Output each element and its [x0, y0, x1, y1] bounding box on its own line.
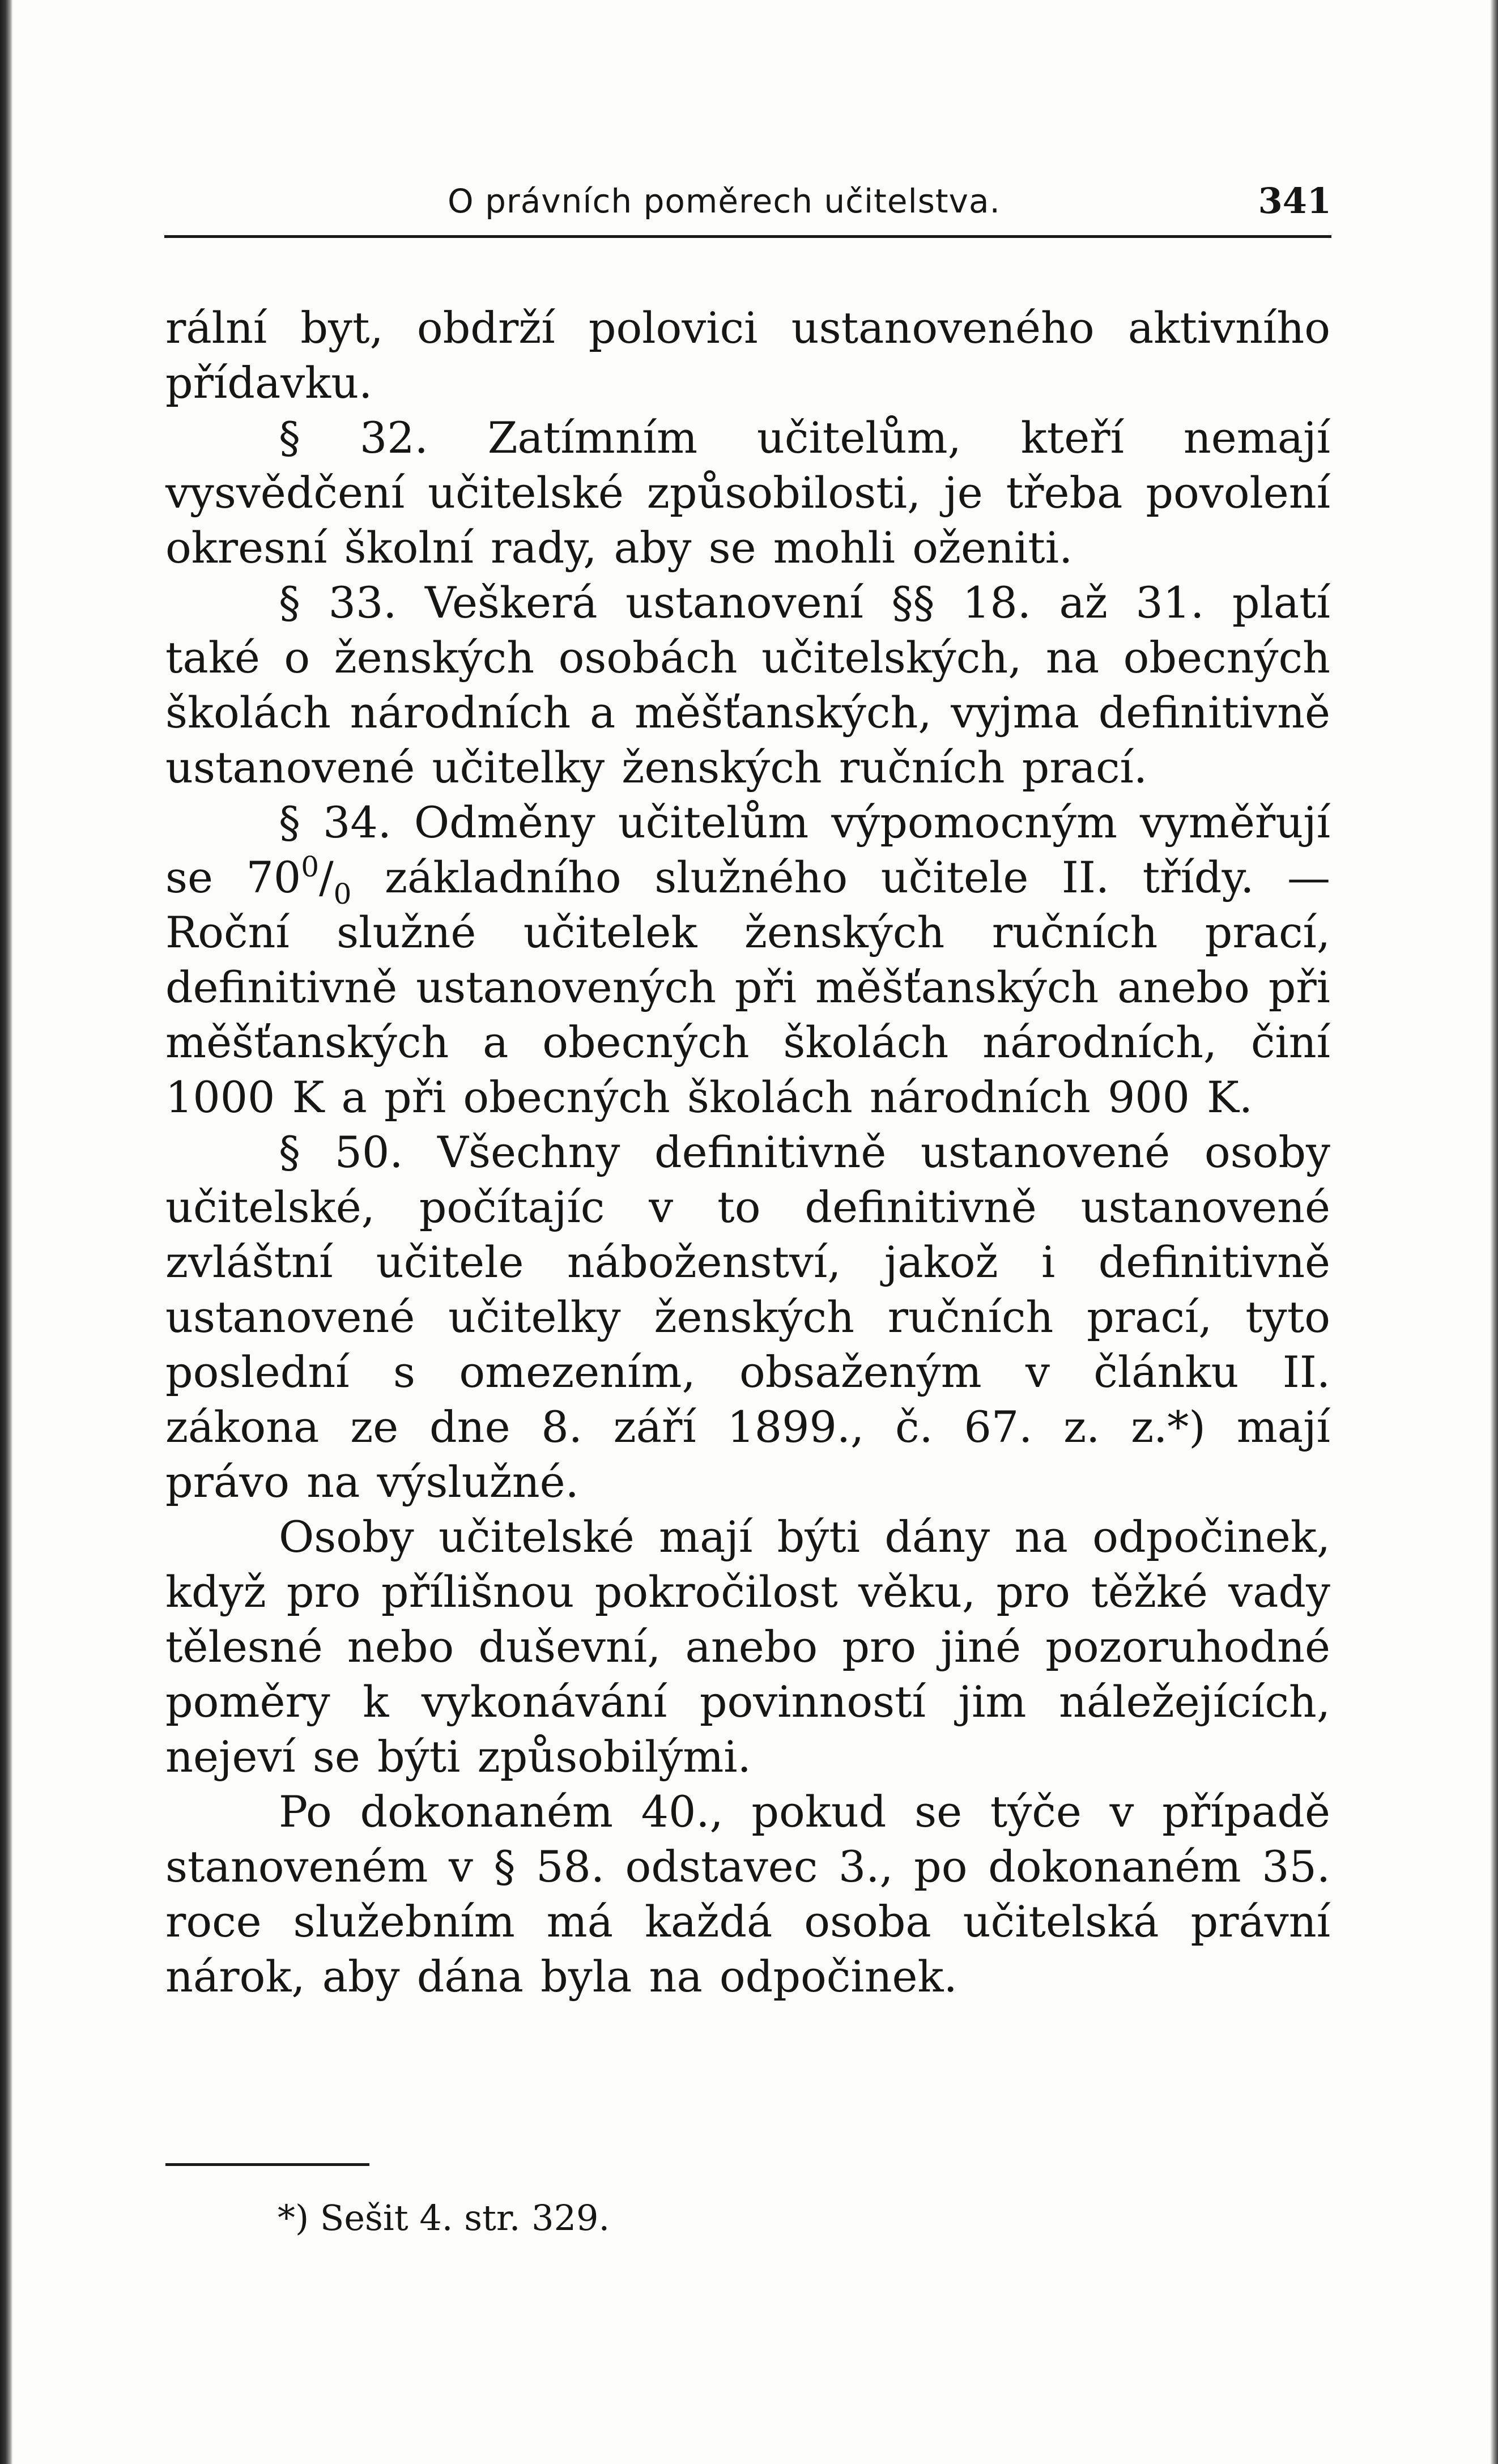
paragraph-section-34 — [165, 795, 1330, 1125]
header-rule — [164, 235, 1331, 238]
paragraph-continuation: rální byt, obdrží polovici ustanoveného aktivního přídavku. — [165, 303, 1330, 408]
page-edge — [1490, 0, 1498, 2464]
footnote: *) Sešit 4. str. 329. — [278, 2197, 610, 2239]
paragraph-section-32: § 32. Zatímním učitelům, kteří nemají vysvědčení učitelské způsobilosti, je třeba povolení okresní školní rady, aby se mohli oženiti. — [165, 412, 1330, 573]
percent-sign-superscript: 0 — [301, 850, 320, 883]
paragraph-retirement-conditions: Osoby učitelské mají býti dány na odpočinek, když pro přílišnou pokročilost věku, pro těžké vady tělesné nebo duševní, anebo pro jiné pozoruhodné poměry k vykonávání povinností jim náležejících, nejeví se býti způsobilými. — [165, 1512, 1330, 1782]
percent-sign-slash: / — [319, 852, 334, 903]
section-34-text-end: základního služného učitele II. třídy. — Roční služné učitelek ženských ručních prací, definitivně ustanovených při měšťanských anebo při měšťanských a obecných školách národních, činí 1000 K a při obecných školách národních 900 K. — [165, 852, 1331, 1122]
paragraph-section-50: § 50. Všechny definitivně ustanovené osoby učitelské, počítajíc v to definitivně ustanovené zvláštní učitele náboženství, jakož i definitivně ustanovené učitelky ženských ručních prací, tyto poslední s omezením, obsaženým v článku II. zákona ze dne 8. září 1899., č. 67. z. z.*) mají právo na výslužné. — [165, 1127, 1330, 1507]
paragraph-section-33: § 33. Veškerá ustanovení §§ 18. až 31. platí také o ženských osobách učitelských, na obecných školách národních a měšťanských, vyjma definitivně ustanovené učitelky ženských ručních prací. — [165, 577, 1330, 793]
percent-sign-subscript: 0 — [333, 878, 352, 910]
binding-edge — [0, 0, 12, 2464]
running-header — [164, 176, 1331, 238]
footnote-rule — [165, 2163, 369, 2166]
running-title: O právních poměrech učitelstva. — [448, 182, 1001, 220]
page-number: 341 — [1258, 180, 1331, 222]
paragraph-retirement-claim: Po dokonaném 40., pokud se týče v případě stanoveném v § 58. odstavec 3., po dokonaném 35. roce služebním má každá osoba učitelská právní nárok, aby dána byla na odpočinek. — [165, 1786, 1330, 2002]
section-34-text-start: § 34. Odměny učitelům výpomocným vyměřují se 70 — [165, 797, 1330, 903]
body-text — [165, 300, 1330, 2004]
